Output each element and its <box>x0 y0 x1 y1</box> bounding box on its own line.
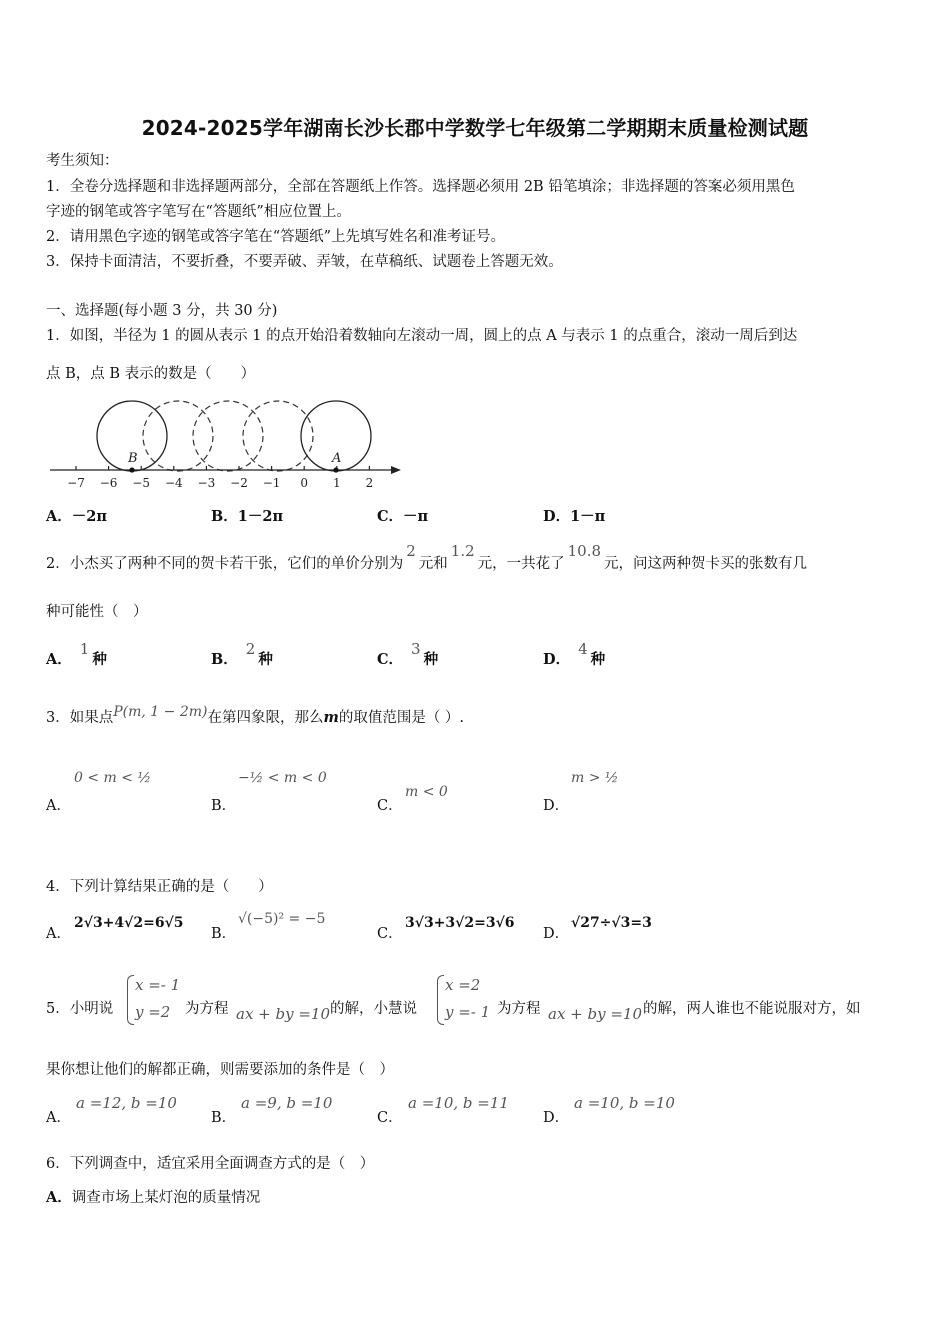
option-letter: A． <box>46 508 72 525</box>
option-number: 3 <box>411 640 421 658</box>
notice-line-3: 3．保持卡面清洁，不要折叠，不要弄破、弄皱，在草稿纸、试题卷上答题无效。 <box>46 254 563 270</box>
q6-stem: 6．下列调查中，适宜采用全面调查方式的是（ ） <box>46 1156 375 1172</box>
q2-stem-line2: 种可能性（ ） <box>46 604 148 620</box>
option-text: 调查市场上某灯泡的质量情况 <box>71 1190 261 1206</box>
option-number: 2 <box>245 640 256 658</box>
q2-part2: 元和 <box>418 556 448 572</box>
q1-stem-line2: 点 B，点 B 表示的数是（ ） <box>46 366 256 382</box>
q4-option-b-letter[interactable]: B． <box>211 926 237 942</box>
axis-tick-label: −4 <box>164 476 183 490</box>
q3-option-a-expr: 0 < m < ½ <box>74 770 152 786</box>
notice-line-2: 2．请用黑色字迹的钢笔或答字笔在“答题纸”上先填写姓名和准考证号。 <box>46 229 506 245</box>
q2-option-a[interactable] <box>46 640 107 669</box>
notice-line-1b: 字迹的钢笔或答字笔写在“答题纸”相应位置上。 <box>46 204 351 220</box>
q1-option-a[interactable] <box>46 508 107 526</box>
option-letter: B． <box>211 651 238 668</box>
q5-part2: 为方程 <box>185 1001 229 1017</box>
q1-option-c[interactable] <box>377 508 428 526</box>
axis-tick-label: −5 <box>132 476 151 490</box>
q3-part1: 3．如果点 <box>46 710 114 726</box>
q4-option-a-letter[interactable]: A． <box>46 926 71 942</box>
q1-option-d[interactable] <box>543 508 605 526</box>
q5-part1: 5．小明说 <box>46 1001 114 1017</box>
q1-number-line-figure <box>46 392 406 492</box>
q3-option-c-expr: m < 0 <box>405 784 448 800</box>
q5-system1-eq1: x =- 1 <box>135 976 181 994</box>
option-letter: A． <box>46 1189 72 1206</box>
q5-system1-eq2: y =2 <box>135 1003 171 1021</box>
axis-tick-label: 1 <box>332 476 341 490</box>
q3-part3: 的取值范围是（ ）. <box>338 710 465 726</box>
q3-part2: 在第四象限，那么 <box>207 710 324 726</box>
option-letter: A． <box>46 651 72 668</box>
system-brace-1 <box>127 975 134 1025</box>
section-heading: 一、选择题(每小题 3 分，共 30 分) <box>46 303 278 319</box>
q4-option-c-expr: 3√3+3√2=3√6 <box>405 915 515 931</box>
q2-price-2: 1.2 <box>450 542 475 560</box>
q5-option-d-letter[interactable]: D． <box>543 1110 570 1126</box>
q5-option-a-expr: a =12, b =10 <box>76 1094 177 1112</box>
q5-equation-1: ax + by =10 <box>236 1005 331 1023</box>
option-number: 4 <box>578 640 588 658</box>
q5-part5: 的解，两人谁也不能说服对方，如 <box>643 1001 861 1017</box>
q2-part4: 元，问这两种贺卡买的张数有几 <box>604 556 808 572</box>
option-unit: 种 <box>92 651 107 668</box>
q5-option-d-expr: a =10, b =10 <box>574 1094 675 1112</box>
notice-line-1a: 1．全卷分选择题和非选择题两部分，全部在答题纸上作答。选择题必须用 2B 铅笔填涂；非选择题的答案必须用黑色 <box>46 179 795 195</box>
option-unit: 种 <box>258 651 273 668</box>
q2-part1: 2．小杰买了两种不同的贺卡若干张，它们的单价分别为 <box>46 556 404 572</box>
point-b <box>129 467 134 472</box>
q3-point: P(m, 1 − 2m) <box>113 704 208 720</box>
q4-option-d-letter[interactable]: D． <box>543 926 570 942</box>
axis-tick-label: −1 <box>262 476 281 490</box>
q5-option-b-letter[interactable]: B． <box>211 1110 237 1126</box>
q1-stem-line1: 1．如图，半径为 1 的圆从表示 1 的点开始沿着数轴向左滚动一周，圆上的点 A 与表示 1 的点重合，滚动一周后到达 <box>46 328 798 344</box>
q5-part4: 为方程 <box>497 1001 541 1017</box>
q5-stem-line2: 果你想让他们的解都正确，则需要添加的条件是（ ） <box>46 1062 394 1078</box>
option-unit: 种 <box>423 651 439 668</box>
label-b: B <box>128 451 138 466</box>
option-letter: D． <box>543 508 571 525</box>
q3-stem <box>46 704 465 727</box>
rolling-circles <box>97 401 371 471</box>
axis-arrow-icon <box>391 466 401 474</box>
q2-price-1: 2 <box>406 542 416 560</box>
option-text: 1－2π <box>237 508 284 525</box>
system-brace-2 <box>437 975 444 1025</box>
q5-system2-eq2: y =- 1 <box>445 1003 491 1021</box>
axis-tick-label: −2 <box>230 476 248 490</box>
axis-tick-label: −7 <box>67 476 85 490</box>
q3-option-c-letter[interactable]: C． <box>377 798 403 814</box>
option-text: －2π <box>71 508 107 525</box>
option-letter: C． <box>377 508 404 525</box>
option-text: 1－π <box>570 508 606 525</box>
option-number: 1 <box>79 640 90 658</box>
q4-stem: 4．下列计算结果正确的是（ ） <box>46 879 273 895</box>
option-unit: 种 <box>590 651 606 668</box>
axis-tick-label: −6 <box>99 476 118 490</box>
q2-option-b[interactable] <box>211 640 273 669</box>
option-letter: C． <box>377 651 404 668</box>
option-letter: D． <box>543 651 571 668</box>
q4-option-d-expr: √27÷√3=3 <box>571 915 652 931</box>
q1-option-b[interactable] <box>211 508 283 526</box>
q5-part3: 的解，小慧说 <box>330 1001 417 1017</box>
page-title: 2024-2025学年湖南长沙长郡中学数学七年级第二学期期末质量检测试题 <box>141 116 809 140</box>
q5-equation-2: ax + by =10 <box>548 1005 643 1023</box>
q5-option-c-letter[interactable]: C． <box>377 1110 403 1126</box>
q2-option-d[interactable] <box>543 640 606 669</box>
axis-tick-label: 2 <box>365 476 374 490</box>
q3-option-b-letter[interactable]: B． <box>211 798 237 814</box>
q2-stem-line1 <box>46 542 808 573</box>
q4-option-c-letter[interactable]: C． <box>377 926 403 942</box>
q4-option-b-expr: √(−5)² = −5 <box>238 911 326 927</box>
q2-option-c[interactable] <box>377 640 439 669</box>
label-a: A <box>332 451 342 466</box>
q4-option-a-expr: 2√3+4√2=6√5 <box>74 915 184 931</box>
notice-heading: 考生须知： <box>46 153 119 169</box>
q5-option-a-letter[interactable]: A． <box>46 1110 71 1126</box>
q3-option-a-letter[interactable]: A． <box>46 798 71 814</box>
q2-total: 10.8 <box>567 542 602 560</box>
q6-option-a[interactable] <box>46 1189 260 1207</box>
option-text: －π <box>403 508 429 525</box>
q3-option-d-letter[interactable]: D． <box>543 798 570 814</box>
q3-option-b-expr: −½ < m < 0 <box>238 770 327 786</box>
axis-tick-label: −3 <box>197 476 216 490</box>
axis-tick-label: 0 <box>300 476 309 490</box>
q3-var: m <box>323 709 339 726</box>
option-letter: B． <box>211 508 238 525</box>
point-a <box>333 467 338 472</box>
q5-option-b-expr: a =9, b =10 <box>241 1094 333 1112</box>
q5-system2-eq1: x =2 <box>445 976 481 994</box>
q3-option-d-expr: m > ½ <box>571 770 619 786</box>
q5-option-c-expr: a =10, b =11 <box>408 1094 509 1112</box>
q2-part3: 元，一共花了 <box>477 556 565 572</box>
